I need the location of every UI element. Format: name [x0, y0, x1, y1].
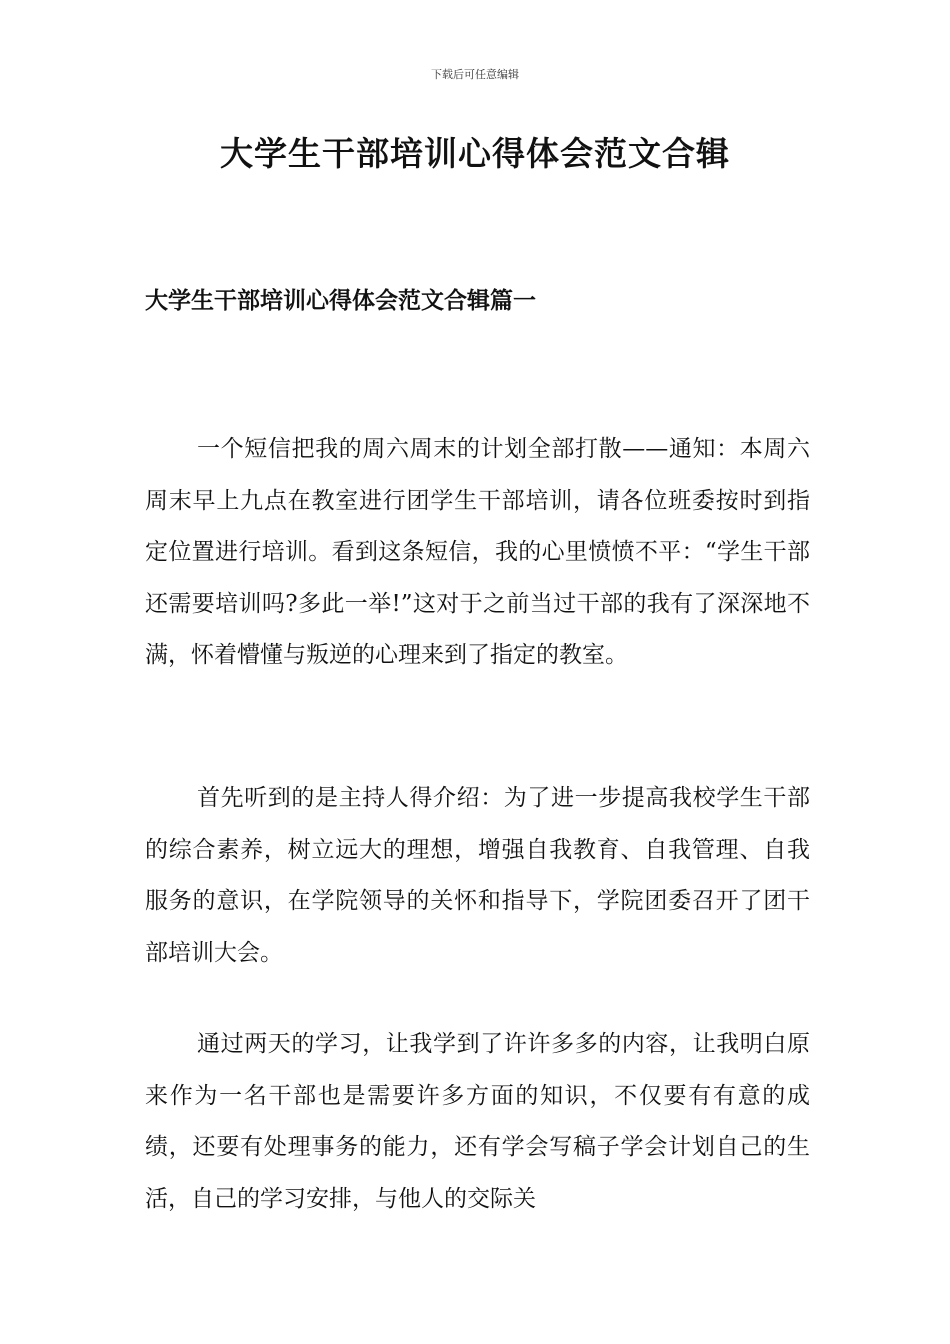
document-title: 大学生干部培训心得体会范文合辑	[220, 134, 730, 173]
body-paragraph: 一个短信把我的周六周末的计划全部打散——通知：本周六周末早上九点在教室进行团学生干部培训，请各位班委按时到指定位置进行培训。看到这条短信，我的心里愤愤不平：“学生干部还需要培训吗?多此一举!”这对于之前当过干部的我有了深深地不满，怀着懵懂与叛逆的心理来到了指定的教室。	[145, 436, 810, 668]
body-paragraph: 首先听到的是主持人得介绍：为了进一步提高我校学生干部的综合素养，树立远大的理想，增强自我教育、自我管理、自我服务的意识，在学院领导的关怀和指导下，学院团委召开了团干部培训大会。	[145, 785, 810, 966]
body-paragraph: 通过两天的学习，让我学到了许许多多的内容，让我明白原来作为一名干部也是需要许多方面的知识，不仅要有有意的成绩，还要有处理事务的能力，还有学会写稿子学会计划自己的生活，自己的学习安排，与他人的交际关	[145, 1031, 810, 1212]
section-heading: 大学生干部培训心得体会范文合辑篇一	[145, 287, 536, 314]
header-note: 下载后可任意编辑	[431, 68, 519, 81]
